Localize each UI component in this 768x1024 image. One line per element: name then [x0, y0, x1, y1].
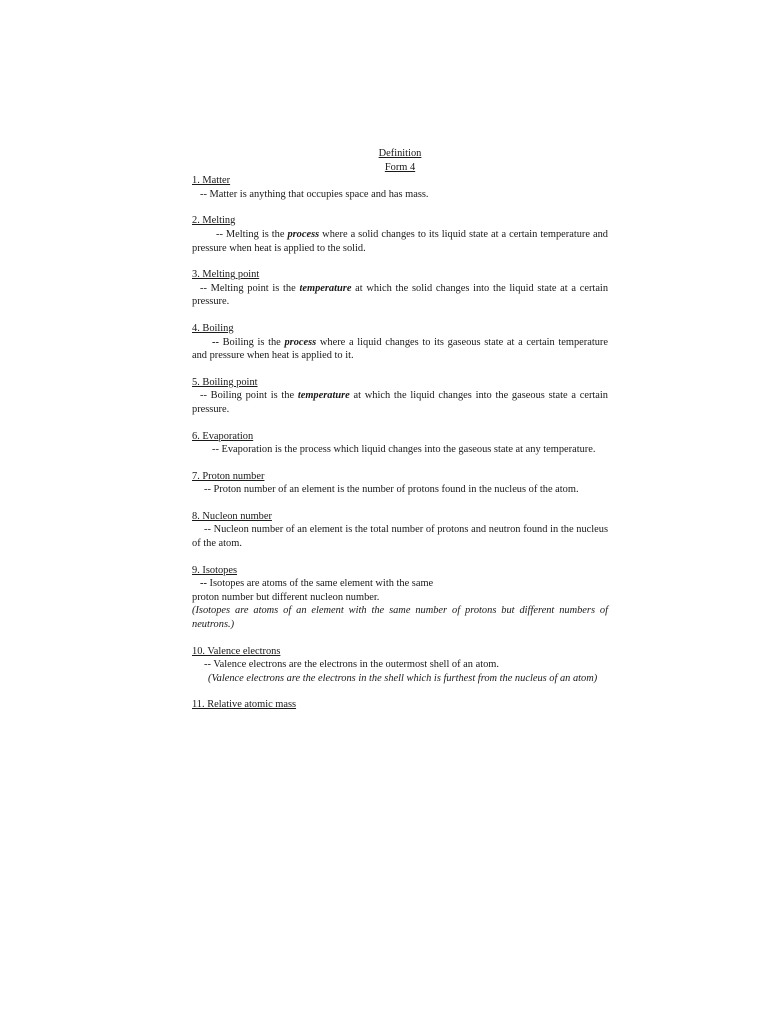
definition-text: -- Valence electrons are the electrons in the outermost shell of an atom.	[204, 659, 499, 671]
definition-part: -- Melting point is the	[200, 282, 300, 294]
definition-text	[192, 282, 608, 309]
definition-text: -- Matter is anything that occupies space and has mass.	[200, 188, 429, 200]
definition-part: where a solid changes to its liquid state at a certain temperature and pressure when heat is applied to the solid.	[192, 228, 608, 254]
document-title: Definition	[378, 148, 422, 159]
definition-text: -- Nucleon number of an element is the total number of protons and neutron found in the nucleus of the atom.	[192, 524, 608, 550]
definition-proton-number	[192, 470, 608, 497]
definition-valence-electrons	[192, 645, 608, 686]
definition-part: Isotopes are atoms of the same element with the same	[206, 578, 434, 590]
definition-melting-point	[192, 268, 608, 309]
definition-note: (Isotopes are atoms of an element with the same number of protons but different numbers of neutrons.)	[192, 605, 608, 631]
definition-melting	[192, 214, 608, 255]
definition-boiling-point	[192, 376, 608, 417]
term-heading: 8. Nucleon number	[192, 510, 272, 522]
definition-text: -- Proton number of an element is the number of protons found in the nucleus of the atom.	[204, 484, 579, 496]
definition-part: at which the liquid changes into the gaseous state a certain pressure.	[192, 390, 608, 415]
definition-nucleon-number	[192, 510, 608, 551]
definition-text: -- Evaporation is the process which liquid changes into the gaseous state at any temperature.	[212, 444, 596, 456]
definition-part: where a liquid changes to its gaseous state at a certain temperature and pressure when heat is applied to it.	[192, 336, 608, 362]
definition-text-continued: proton number but different nucleon number.	[192, 591, 380, 603]
definition-text	[192, 336, 608, 363]
term-heading: 4. Boiling	[192, 322, 234, 334]
definition-text	[192, 577, 608, 591]
definition-keyword: process	[284, 336, 317, 348]
document-subtitle: Form 4	[384, 161, 416, 173]
definition-note: (Valence electrons are the electrons in the shell which is furthest from the nucleus of an atom)	[208, 672, 598, 684]
definition-evaporation	[192, 430, 608, 457]
term-heading: 5. Boiling point	[192, 376, 258, 388]
definition-part: -- Melting is the	[216, 228, 288, 240]
definition-matter	[192, 174, 608, 201]
definition-part: at which the solid changes into the liquid state at a certain pressure.	[192, 282, 609, 308]
term-heading: 1. Matter	[192, 175, 231, 187]
definition-relative-atomic-mass	[192, 698, 608, 712]
definition-text	[192, 228, 608, 255]
term-heading: 7. Proton number	[192, 470, 265, 482]
term-heading: 3. Melting point	[192, 269, 260, 281]
document-page	[192, 147, 608, 712]
definition-keyword: temperature	[299, 282, 352, 294]
term-heading: 11. Relative atomic mass	[192, 699, 297, 711]
definition-keyword: temperature	[297, 390, 350, 402]
definition-isotopes	[192, 564, 608, 632]
definition-dash: --	[212, 336, 219, 348]
definition-keyword: process	[287, 228, 320, 240]
term-heading: 9. Isotopes	[192, 564, 238, 576]
definition-part: Boiling is the	[218, 336, 285, 348]
definition-boiling	[192, 322, 608, 363]
definition-part: -- Boiling point is the	[200, 390, 298, 402]
term-heading: 6. Evaporation	[192, 430, 254, 442]
term-heading: 2. Melting	[192, 215, 236, 227]
document-header	[192, 147, 608, 174]
definition-dash: --	[200, 578, 207, 590]
definition-text	[192, 389, 608, 416]
term-heading: 10. Valence electrons	[192, 645, 281, 657]
